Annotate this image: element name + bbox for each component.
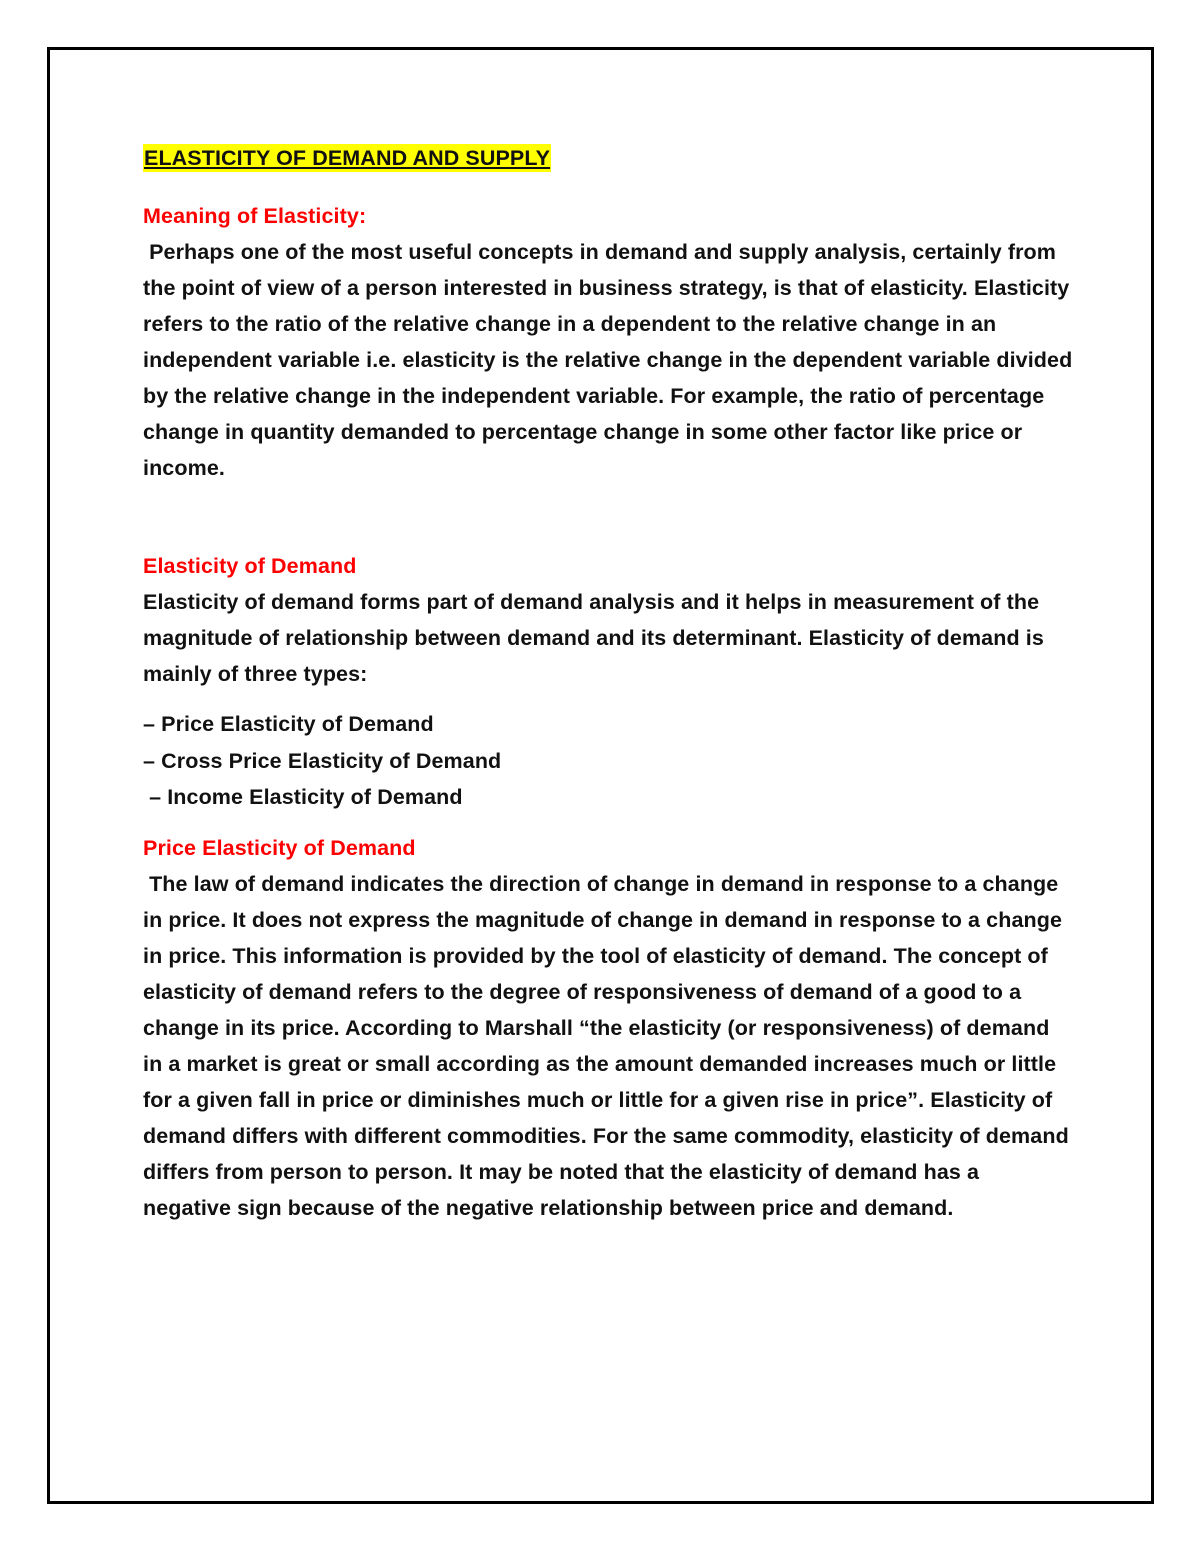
document-content (143, 140, 1079, 1226)
elasticity-types-list (143, 706, 1073, 816)
paragraph-elasticity-of-demand: Elasticity of demand forms part of demand analysis and it helps in measurement of the magnitude of relationship between demand and its determinant. Elasticity of demand is mainly of three types: (143, 590, 1044, 686)
heading-price-elasticity-of-demand: Price Elasticity of Demand (143, 835, 416, 860)
paragraph-price-elasticity-of-demand: The law of demand indicates the direction of change in demand in response to a change in price. It does not express the magnitude of change in demand in response to a change in price. This information is provided by the tool of elasticity of demand. The concept of elasticity of demand refers to the degree of responsiveness of demand of a good to a change in its price. According to Marshall “the elasticity (or responsiveness) of demand in a market is great or small according as the amount demanded increases much or little for a given fall in price or diminishes much or little for a given rise in price”. Elasticity of demand differs with different commodities. For the same commodity, elasticity of demand differs from person to person. It may be noted that the elasticity of demand has a negative sign because of the negative relationship between price and demand. (143, 871, 1075, 1220)
paragraph-meaning-of-elasticity: Perhaps one of the most useful concepts in demand and supply analysis, certainly from the point of view of a person interested in business strategy, is that of elasticity. Elasticity refers to the ratio of the relative change in a dependent to the relative change in an independent variable i.e. elasticity is the relative change in the dependent variable divided by the relative change in the independent variable. For example, the ratio of percentage change in quantity demanded to percentage change in some other factor like price or income. (143, 240, 1079, 480)
list-item-cross-price-elasticity: – Cross Price Elasticity of Demand (143, 748, 502, 773)
heading-elasticity-of-demand: Elasticity of Demand (143, 554, 357, 578)
heading-meaning-of-elasticity: Meaning of Elasticity: (143, 204, 367, 228)
document-title: ELASTICITY OF DEMAND AND SUPPLY (144, 146, 551, 170)
list-item-price-elasticity: – Price Elasticity of Demand (143, 712, 434, 736)
list-item-income-elasticity: – Income Elasticity of Demand (143, 785, 463, 809)
